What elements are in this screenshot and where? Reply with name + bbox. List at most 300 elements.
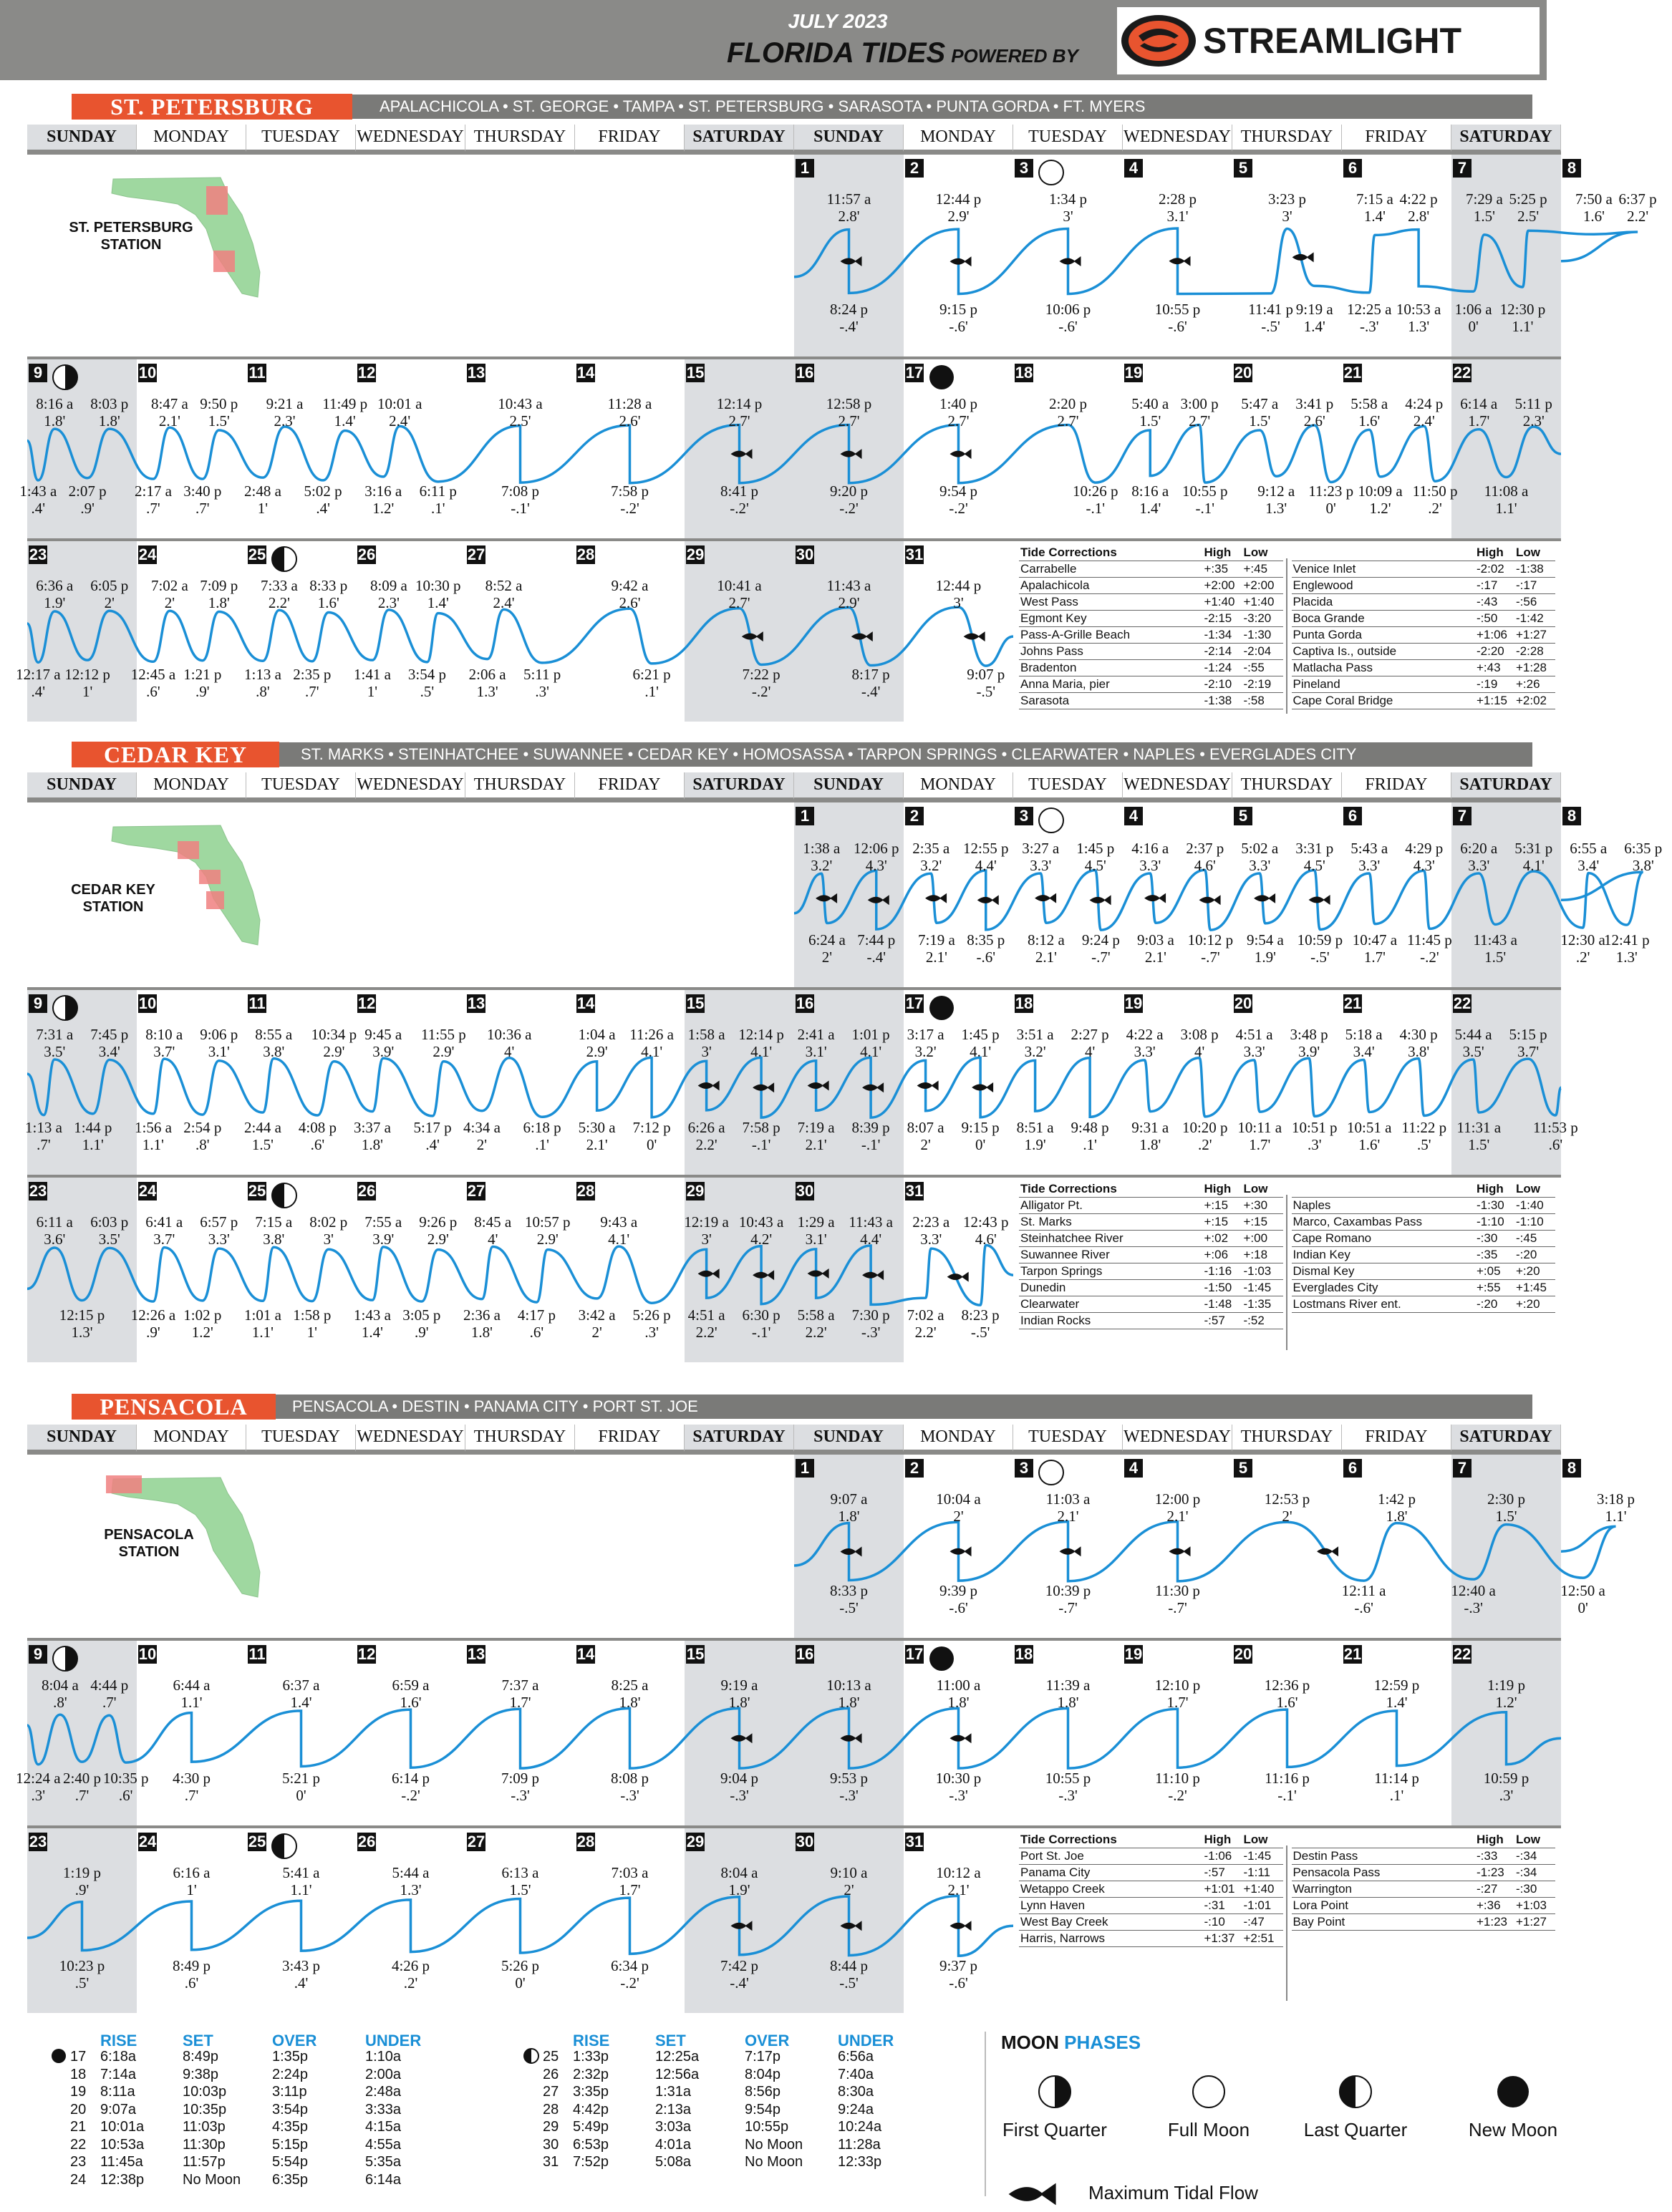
day-header-sunday: SUNDAY [27, 125, 137, 152]
day-header-thursday: THURSDAY [1232, 1425, 1342, 1452]
high-tide-label [190, 1213, 248, 1248]
max-tidal-flow-fish-icon [1090, 895, 1111, 905]
low-tide-label [54, 1306, 111, 1341]
corr-location: Placida [1292, 595, 1333, 608]
low-tide-time: 8:07 a [907, 1119, 944, 1136]
corr-low: -1:10 [1516, 1215, 1544, 1228]
high-tide-time: 12:36 p [1264, 1677, 1310, 1694]
corrections-header [1019, 1182, 1283, 1198]
low-tide-label [1007, 1119, 1064, 1153]
high-tide-height: 2.8' [1408, 208, 1430, 225]
high-tide-height: 1.9' [44, 594, 66, 611]
high-tide-height: 2' [164, 594, 175, 611]
moon-table-cell: 11:45a [100, 2154, 143, 2170]
high-tide-label [930, 395, 987, 430]
high-tide-height: 2.2' [1627, 208, 1649, 225]
corr-high: +1:40 [1204, 595, 1235, 608]
day-header-friday: FRIDAY [1342, 772, 1451, 800]
moon-table-date: 24 [70, 2171, 87, 2188]
moon-table-cell: 7:14a [100, 2066, 137, 2082]
high-tide-label [382, 1677, 440, 1711]
corr-high: High [1477, 1182, 1504, 1195]
corr-high: -1:30 [1477, 1198, 1504, 1212]
high-tide-time: 12:19 a [684, 1213, 729, 1231]
high-tide-height: 1.4' [1363, 208, 1386, 225]
low-tide-time: 1:13 a [243, 666, 281, 683]
corrections-divider [1286, 1195, 1287, 1350]
date-box: 16 [796, 1645, 814, 1663]
high-tide-height: 2.3' [377, 594, 400, 611]
corr-location: Steinhatchee River [1020, 1231, 1123, 1245]
low-tide-label [711, 482, 768, 517]
max-tidal-flow-fish-icon [841, 449, 862, 459]
high-tide-time: 1:45 p [1076, 840, 1115, 857]
moon-table-cell: 5:49p [573, 2119, 609, 2135]
moon-phase-label: First Quarter [1002, 2119, 1107, 2140]
low-tide-label [952, 1119, 1009, 1153]
low-tide-time: 6:11 p [419, 482, 457, 500]
high-tide-label [1040, 190, 1097, 225]
corr-low: +1:03 [1516, 1898, 1547, 1912]
low-tide-height: -.2' [751, 683, 771, 700]
high-tide-height: 1.4' [290, 1694, 312, 1711]
high-tide-time: 6:59 a [392, 1677, 430, 1694]
high-tide-label [1368, 1677, 1426, 1711]
low-tide-height: .4' [425, 1136, 440, 1153]
high-tide-time: 10:43 a [498, 395, 543, 412]
high-tide-label [1505, 840, 1562, 874]
date-box: 29 [686, 1833, 705, 1850]
moon-table-cell: 1:31a [655, 2084, 692, 2100]
high-tide-time: 7:03 a [611, 1864, 649, 1881]
corrections-header-right [1292, 1182, 1556, 1198]
moon-table-cell: 9:54p [745, 2101, 781, 2118]
corr-high: -:33 [1477, 1849, 1498, 1863]
date-box: 21 [1343, 1645, 1362, 1663]
low-tide-label [459, 666, 516, 700]
low-tide-time: 7:58 p [742, 1119, 781, 1136]
low-tide-time: 3:40 p [183, 482, 222, 500]
day-header-thursday: THURSDAY [465, 772, 575, 800]
max-tidal-flow-fish-icon [753, 1270, 774, 1280]
low-tide-height: 2.1' [805, 1136, 827, 1153]
low-tide-height: .9' [80, 500, 95, 517]
high-tide-time: 12:59 p [1373, 1677, 1420, 1694]
low-tide-time: 6:14 p [391, 1770, 430, 1787]
low-tide-time: 7:08 p [501, 482, 540, 500]
low-tide-height: 1.2' [372, 500, 395, 517]
week-row [25, 987, 1578, 1175]
low-tide-time: 7:42 p [720, 1957, 759, 1974]
high-tide-time: 12:14 p [716, 395, 763, 412]
date-box: 12 [357, 364, 376, 382]
corr-low: -1:01 [1243, 1898, 1272, 1912]
date-box: 25 [248, 1182, 266, 1200]
low-tide-height: 1.6' [1358, 1136, 1381, 1153]
date-box: 30 [796, 1182, 814, 1200]
high-tide-label [1121, 840, 1179, 874]
high-tide-height: 3.7' [153, 1231, 175, 1248]
high-tide-height: 3.5' [1462, 1043, 1484, 1060]
high-tide-time: 8:04 a [41, 1677, 79, 1694]
max-tidal-flow-fish-icon [816, 893, 837, 903]
corr-high: +1:23 [1477, 1915, 1508, 1929]
max-tidal-flow-fish-icon [862, 1082, 884, 1092]
moon-table-cell: 5:08a [655, 2154, 692, 2170]
high-tide-height: 1.3' [400, 1881, 422, 1898]
week-row [16, 1638, 1561, 1825]
low-tide-time: 10:55 p [1045, 1770, 1091, 1787]
low-tide-label [1527, 1119, 1584, 1153]
corr-high: +2:00 [1204, 578, 1235, 592]
low-tide-time: 5:17 p [413, 1119, 452, 1136]
low-tide-time: 4:30 p [172, 1770, 211, 1787]
date-box: 14 [576, 1645, 595, 1663]
corr-location: Egmont Key [1020, 611, 1087, 625]
max-tidal-flow-fish-icon [841, 256, 862, 266]
high-tide-label [81, 577, 138, 611]
high-tide-time: 3:27 a [1022, 840, 1060, 857]
corr-low: -:30 [1516, 1882, 1537, 1896]
high-tide-height: 2.7' [838, 412, 860, 430]
low-tide-label [1176, 482, 1234, 517]
day-header-friday: FRIDAY [1342, 125, 1451, 152]
low-tide-time: 12:12 p [64, 666, 110, 683]
high-tide-time: 3:08 p [1180, 1026, 1219, 1043]
max-tidal-flow-fish-icon [742, 631, 763, 641]
date-box: 3 [1015, 807, 1033, 825]
corr-high: -:57 [1204, 1866, 1225, 1879]
low-tide-time: 11:50 p [1412, 482, 1458, 500]
high-tide-time: 4:51 a [1235, 1026, 1273, 1043]
corr-low: Low [1516, 1833, 1540, 1846]
low-tide-label [733, 1306, 790, 1341]
low-tide-label [234, 482, 291, 517]
high-tide-label [1450, 840, 1507, 874]
low-tide-time: 2:36 a [463, 1306, 501, 1324]
low-tide-time: 5:26 p [501, 1957, 540, 1974]
low-tide-label [1401, 931, 1458, 966]
date-box: 20 [1234, 994, 1252, 1012]
corr-location: Pensacola Pass [1292, 1866, 1381, 1879]
low-tide-time: 2:07 p [68, 482, 107, 500]
corr-low: -2:28 [1516, 644, 1544, 658]
high-tide-label [1560, 840, 1617, 874]
corr-high: +:35 [1204, 562, 1229, 576]
high-tide-height: 3.1' [805, 1043, 827, 1060]
correction-row [1019, 1866, 1283, 1881]
high-tide-height: 3' [1282, 208, 1292, 225]
low-tide-height: -.1' [751, 1136, 771, 1153]
high-tide-label [1499, 1026, 1557, 1060]
date-box: 20 [1234, 1645, 1252, 1663]
correction-row [1019, 1281, 1283, 1296]
low-tide-label [64, 1119, 122, 1153]
high-tide-height: 1.8' [728, 1694, 750, 1711]
max-tidal-flow-fish-icon [808, 1268, 829, 1279]
day-header-thursday: THURSDAY [465, 125, 575, 152]
moon-table-cell: 2:48a [365, 2084, 402, 2100]
high-tide-label [1149, 1490, 1207, 1525]
high-tide-height: 3.3' [1243, 1043, 1265, 1060]
high-tide-time: 12:53 p [1264, 1490, 1310, 1508]
day-header-wednesday: WEDNESDAY [356, 772, 465, 800]
low-tide-time: 5:21 p [281, 1770, 321, 1787]
corr-location: Pass-A-Grille Beach [1020, 628, 1131, 641]
date-box: 21 [1343, 364, 1362, 382]
high-tide-time: 8:03 p [90, 395, 129, 412]
low-tide-height: -.4' [861, 683, 881, 700]
high-tide-time: 12:14 p [738, 1026, 784, 1043]
low-tide-height: -.1' [751, 1324, 771, 1341]
low-tide-time: 2:54 p [183, 1119, 222, 1136]
max-tidal-flow-fish-icon [950, 449, 972, 459]
corr-low: -1:45 [1243, 1849, 1272, 1863]
low-tide-height: 2.2' [695, 1324, 717, 1341]
moon-table-cell: 7:40a [838, 2066, 874, 2082]
low-tide-time: 3:43 p [281, 1957, 321, 1974]
low-tide-label [1259, 1770, 1316, 1804]
high-tide-label [848, 840, 905, 874]
low-tide-time: 11:53 p [1532, 1119, 1578, 1136]
low-tide-height: -.6' [1168, 318, 1187, 335]
low-tide-time: 2:06 a [468, 666, 506, 683]
station-text: STATION [100, 237, 162, 253]
high-tide-height: 1.4' [1386, 1694, 1408, 1711]
week-row [16, 538, 1561, 722]
week-row [27, 800, 1663, 987]
low-tide-height: .1' [535, 1136, 549, 1153]
low-tide-label [1494, 301, 1551, 335]
corr-low: -:47 [1243, 1915, 1265, 1929]
high-tide-time: 4:22 p [1399, 190, 1438, 208]
section-towns: APALACHICOLA • ST. GEORGE • TAMPA • ST. PETERSBURG • SARASOTA • PUNTA GORDA • FT. MYERS [380, 97, 1146, 115]
moon-table-cell: 11:03p [183, 2119, 226, 2135]
low-tide-time: 12:45 a [130, 666, 176, 683]
low-tide-time: 5:58 a [797, 1306, 835, 1324]
max-tidal-flow-fish-icon [698, 1268, 720, 1279]
date-box: 13 [467, 1645, 485, 1663]
new-moon-icon [50, 2047, 67, 2065]
low-tide-time: 1:58 p [293, 1306, 332, 1324]
high-tide-height: 1.2' [1495, 1694, 1517, 1711]
low-tide-time: 10:55 p [1154, 301, 1201, 318]
corr-low: -:58 [1243, 694, 1265, 707]
max-tidal-flow-fish-icon [950, 1546, 972, 1556]
high-tide-label [1171, 1026, 1228, 1060]
high-tide-label [354, 1213, 412, 1248]
high-tide-label [930, 1677, 987, 1711]
high-tide-height: 1.8' [208, 594, 230, 611]
low-tide-time: 1:43 a [353, 1306, 391, 1324]
high-tide-height: 2.9' [433, 1043, 455, 1060]
low-tide-height: .6' [310, 1136, 325, 1153]
low-tide-height: .5' [74, 1974, 90, 1992]
low-tide-height: -.1' [1277, 1787, 1297, 1804]
low-tide-label [842, 1306, 899, 1341]
correction-row [1292, 1297, 1556, 1313]
high-tide-height: 1.6' [1358, 412, 1381, 430]
moon-table-header: UNDER [838, 2032, 894, 2050]
day-header-friday: FRIDAY [1342, 1425, 1451, 1452]
moon-table-cell: 11:28a [838, 2136, 881, 2153]
high-tide-label [678, 1026, 735, 1060]
low-tide-time: 7:02 a [907, 1306, 944, 1324]
low-tide-label [1450, 1119, 1507, 1153]
date-box: 19 [1124, 1645, 1143, 1663]
moon-table-cell: 4:15a [365, 2119, 402, 2135]
low-tide-label [382, 1957, 440, 1992]
low-tide-label [733, 666, 790, 700]
day-header-saturday: SATURDAY [685, 1425, 794, 1452]
date-box: 5 [1234, 807, 1252, 825]
correction-row [1019, 578, 1283, 594]
first-moon-icon [1038, 2075, 1072, 2109]
moon-table-cell: 2:32p [573, 2066, 609, 2082]
high-tide-label [316, 395, 374, 430]
low-tide-time: 10:06 p [1045, 301, 1091, 318]
correction-row [1019, 1915, 1283, 1931]
max-tidal-flow-fish-icon [841, 1547, 862, 1557]
low-tide-label [1149, 1582, 1207, 1616]
high-tide-height: 1.7' [619, 1881, 641, 1898]
high-tide-time: 7:31 a [36, 1026, 74, 1043]
moon-table-cell: 2:13a [655, 2101, 692, 2118]
high-tide-height: 1.7' [1166, 1694, 1189, 1711]
low-tide-height: -.6' [1354, 1599, 1373, 1616]
low-tide-height: -.4' [730, 1974, 749, 1992]
date-box: 6 [1343, 807, 1362, 825]
low-tide-time: 7:22 p [742, 666, 781, 683]
high-tide-label [930, 1864, 987, 1898]
low-tide-time: 9:15 p [961, 1119, 1000, 1136]
low-tide-height: 1' [306, 1324, 317, 1341]
corr-low: -2:19 [1243, 677, 1272, 691]
low-tide-height: -.2' [401, 1787, 420, 1804]
high-tide-time: 6:13 a [501, 1864, 539, 1881]
high-tide-height: 2.4' [1413, 412, 1435, 430]
high-tide-time: 10:12 a [936, 1864, 981, 1881]
moon-table-cell: 11:30p [183, 2136, 226, 2153]
low-tide-height: -.3' [839, 1787, 859, 1804]
high-tide-label [1340, 395, 1398, 430]
correction-row [1292, 562, 1556, 578]
corrections-header [1019, 1833, 1283, 1848]
high-tide-label [821, 395, 878, 430]
high-tide-height: 3.8' [263, 1231, 285, 1248]
date-box: 27 [467, 1833, 485, 1850]
title-text: FLORIDA TIDES [727, 37, 946, 69]
corr-low: +:00 [1243, 1231, 1268, 1245]
low-tide-height: .3' [535, 683, 549, 700]
high-tide-label [190, 1026, 248, 1060]
low-tide-height: -.5' [839, 1599, 859, 1616]
high-tide-height: 4.1' [608, 1231, 630, 1248]
corr-high: -1:34 [1204, 628, 1232, 641]
low-tide-time: 8:51 a [1016, 1119, 1054, 1136]
high-tide-label [163, 1864, 221, 1898]
high-tide-label [81, 395, 138, 430]
moon-table-cell: 4:01a [655, 2136, 692, 2153]
date-box: 23 [29, 545, 47, 563]
new-moon-icon [1496, 2075, 1530, 2109]
moon-table-cell: 3:33a [365, 2101, 402, 2118]
low-tide-label [623, 1306, 680, 1341]
low-tide-height: 2.2' [805, 1324, 827, 1341]
high-tide-time: 1:19 p [1487, 1677, 1526, 1694]
corr-high: -:17 [1477, 578, 1498, 592]
high-tide-height: 1' [186, 1881, 197, 1898]
high-tide-time: 9:06 p [200, 1026, 238, 1043]
tide-curve [27, 1057, 1561, 1117]
low-tide-label [513, 666, 571, 700]
high-tide-time: 8:10 a [145, 1026, 183, 1043]
max-tidal-flow-fish-icon [862, 1270, 884, 1280]
max-tidal-flow-fish-icon [1199, 895, 1221, 905]
high-tide-time: 9:50 p [200, 395, 238, 412]
low-tide-height: 2.2' [695, 1136, 717, 1153]
corr-location: Johns Pass [1020, 644, 1083, 658]
low-tide-height: 1.8' [361, 1136, 383, 1153]
corr-low: -1:40 [1516, 1198, 1544, 1212]
high-tide-label [1340, 840, 1398, 874]
low-tide-height: 1.3' [71, 1324, 93, 1341]
date-box: 25 [248, 545, 266, 563]
high-tide-height: 1.4' [334, 412, 356, 430]
day-header-sunday: SUNDAY [794, 772, 904, 800]
date-box: 26 [357, 1833, 376, 1850]
moon-phase-label: Full Moon [1167, 2119, 1250, 2140]
corr-high: High [1204, 1833, 1232, 1846]
high-tide-height: 3.2' [1024, 1043, 1046, 1060]
low-tide-height: -.3' [1464, 1599, 1483, 1616]
day-header-monday: MONDAY [904, 1425, 1013, 1452]
date-box: 24 [138, 1182, 157, 1200]
high-tide-label [1226, 1026, 1283, 1060]
correction-row [1292, 1264, 1556, 1280]
low-tide-height: -.4' [866, 949, 886, 966]
date-box: 27 [467, 545, 485, 563]
corr-high: +1:06 [1477, 628, 1508, 641]
corr-high: -1:50 [1204, 1281, 1232, 1294]
high-tide-height: 3.2' [811, 857, 833, 874]
low-tide-time: 1:13 a [25, 1119, 62, 1136]
corr-low: -:20 [1516, 1248, 1537, 1261]
low-tide-height: 1.2' [1369, 500, 1391, 517]
high-tide-height: 3' [701, 1231, 712, 1248]
high-tide-height: 1.5' [1249, 412, 1271, 430]
low-tide-time: 3:16 a [364, 482, 402, 500]
low-tide-time: 10:20 p [1181, 1119, 1228, 1136]
high-tide-time: 4:30 p [1399, 1026, 1438, 1043]
low-tide-label [1040, 301, 1097, 335]
date-box: 26 [357, 545, 376, 563]
corr-high: High [1204, 1182, 1232, 1195]
date-box: 2 [905, 807, 924, 825]
date-box: 15 [686, 994, 705, 1012]
corr-high: +:06 [1204, 1248, 1229, 1261]
low-tide-height: 0' [646, 1136, 657, 1153]
low-tide-time: 10:12 p [1187, 931, 1234, 949]
low-tide-label [957, 931, 1015, 966]
moon-table-date: 17 [70, 2049, 87, 2065]
low-tide-label [1247, 482, 1305, 517]
high-tide-label [1445, 1026, 1502, 1060]
tide-curve [794, 228, 1638, 294]
high-tide-label [26, 577, 83, 611]
tide-corrections [1019, 1182, 1555, 1361]
high-tide-label [415, 1026, 472, 1060]
